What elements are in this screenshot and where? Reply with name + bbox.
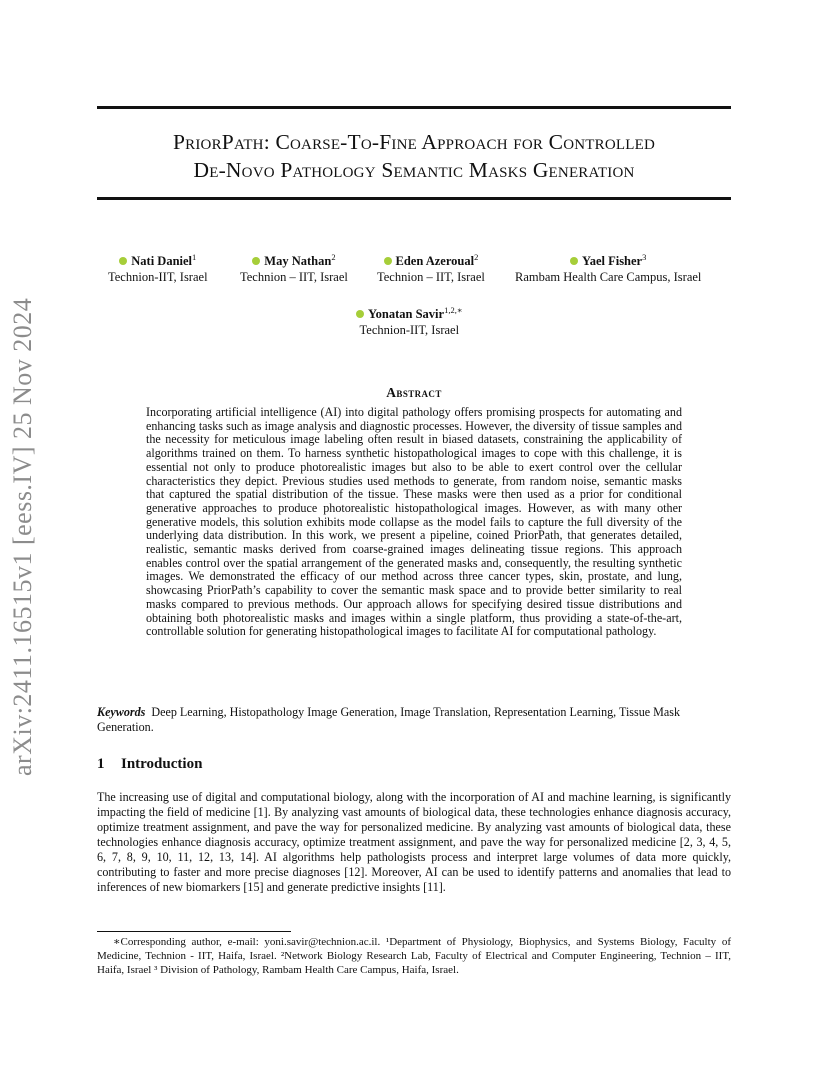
introduction-text: The increasing use of digital and computational biology, along with the incorporation of AI and machine learning, is significantly impacting the field of medicine [1]. By analyzing vast amounts of biological data, these technologies enhance diagnosis accuracy, optimize treatment assignment, and pave the way for personalized medicine. By analyzing vast amounts of biological data, these technologies enhance diagnosis accuracy, optimize treatment assignment, and pave the way for personalized medicine [2, 3, 4, 5, 6, 7, 8, 9, 10, 11, 12, 13, 14]. AI algorithms help pathologists process and interpret large volumes of data more quickly, contributing to faster and more precise diagnoses [12]. Moreover, AI can be used to identify patterns and anomalies that lead to inferences of new biomarkers [15] and generate predictive insights [11]. [97, 790, 731, 894]
author-affiliation-marker: 1 [192, 252, 197, 262]
author-affiliation-marker: 2 [331, 252, 336, 262]
author-affiliation-marker: 2 [474, 252, 479, 262]
abstract-heading: Abstract [386, 385, 442, 400]
abstract-text: Incorporating artificial intelligence (AI) into digital pathology offers promising prospects for automating and enhancing tasks such as image analysis and diagnostic processes. However, the diversity of tissue samples and the necessity for meticulous image labeling often result in biased datasets, constraining the applicability of algorithms trained on them. To harness synthetic histopathological images to cope with this challenge, it is essential not only to produce photorealistic images but also to be able to exert control over the cellular characteristics they depict. Previous studies used methods to generate, from random noise, semantic masks that captured the spatial distribution of the tissue. These masks were then used as a prior for conditional generative approaches to produce photorealistic histopathological images. However, as with many other generative models, this solution exhibits mode collapse as the model fails to capture the full diversity of the underlying data distribution. In this work, we present a pipeline, coined PriorPath, that generates detailed, realistic, semantic masks derived from coarse-grained images delineating tissue regions. This approach enables control over the spatial arrangement of the generated masks and, consequently, the resulting synthetic images. We demonstrated the efficacy of our method across three cancer types, skin, prostate, and lung, showcasing PriorPath’s capability to cover the semantic mask space and to provide better similarity to real masks compared to previous methods. Our approach allows for specifying desired tissue distributions and obtaining both photorealistic masks and images within a single platform, thus providing a state-of-the-art, controllable solution for generating histopathological images to facilitate AI for computational pathology. [146, 405, 682, 639]
section-title: Introduction [121, 756, 203, 772]
title-rule-bottom [97, 197, 731, 200]
orcid-icon[interactable] [384, 257, 392, 265]
author-name: Nati Daniel [131, 254, 193, 269]
section-heading [97, 756, 202, 773]
author-block [377, 249, 485, 285]
keywords-paragraph [97, 705, 731, 735]
footnote-text: ∗Corresponding author, e-mail: yoni.savir@technion.ac.il. ¹Department of Physiology, Biophysics, and Systems Biology, Faculty of Medicine, Technion - IIT, Haifa, Israel. ²Network Biology Research Lab, Faculty of Electrical and Computer Engineering, Technion – IIT, Haifa, Israel ³ Division of Pathology, Rambam Health Care Campus, Haifa, Israel. [97, 936, 731, 977]
author-block [356, 302, 463, 338]
author-name: Eden Azeroual [395, 254, 475, 269]
orcid-icon[interactable] [570, 257, 578, 265]
title-line-2: De-Novo Pathology Semantic Masks Generation [193, 158, 635, 182]
author-affiliation: Technion – IIT, Israel [240, 270, 348, 285]
orcid-icon[interactable] [119, 257, 127, 265]
orcid-icon[interactable] [356, 310, 364, 318]
author-affiliation: Technion – IIT, Israel [377, 270, 485, 285]
author-affiliation: Technion-IIT, Israel [108, 270, 208, 285]
author-affiliation: Rambam Health Care Campus, Israel [515, 270, 702, 285]
author-name: Yonatan Savir [368, 307, 445, 322]
title-line-1: PriorPath: Coarse-To-Fine Approach for Controlled [173, 130, 655, 154]
author-name: Yael Fisher [582, 254, 643, 269]
author-affiliation: Technion-IIT, Israel [359, 323, 460, 338]
author-affiliation-marker: 3 [642, 252, 647, 262]
footnote-divider [97, 931, 291, 932]
section-number: 1 [97, 756, 105, 772]
title-rule-top [97, 106, 731, 109]
keywords-label: Keywords [97, 705, 146, 719]
author-block [515, 249, 701, 285]
author-block [108, 249, 208, 285]
orcid-icon[interactable] [252, 257, 260, 265]
paper-title [97, 128, 731, 184]
author-affiliation-marker: 1,2,∗ [444, 305, 463, 315]
author-name: May Nathan [264, 254, 332, 269]
arxiv-side-stamp: arXiv:2411.16515v1 [eess.IV] 25 Nov 2024 [8, 297, 37, 776]
keywords-text: Deep Learning, Histopathology Image Generation, Image Translation, Representation Learning, Tissue Mask Generation. [97, 705, 681, 734]
author-block [240, 249, 348, 285]
